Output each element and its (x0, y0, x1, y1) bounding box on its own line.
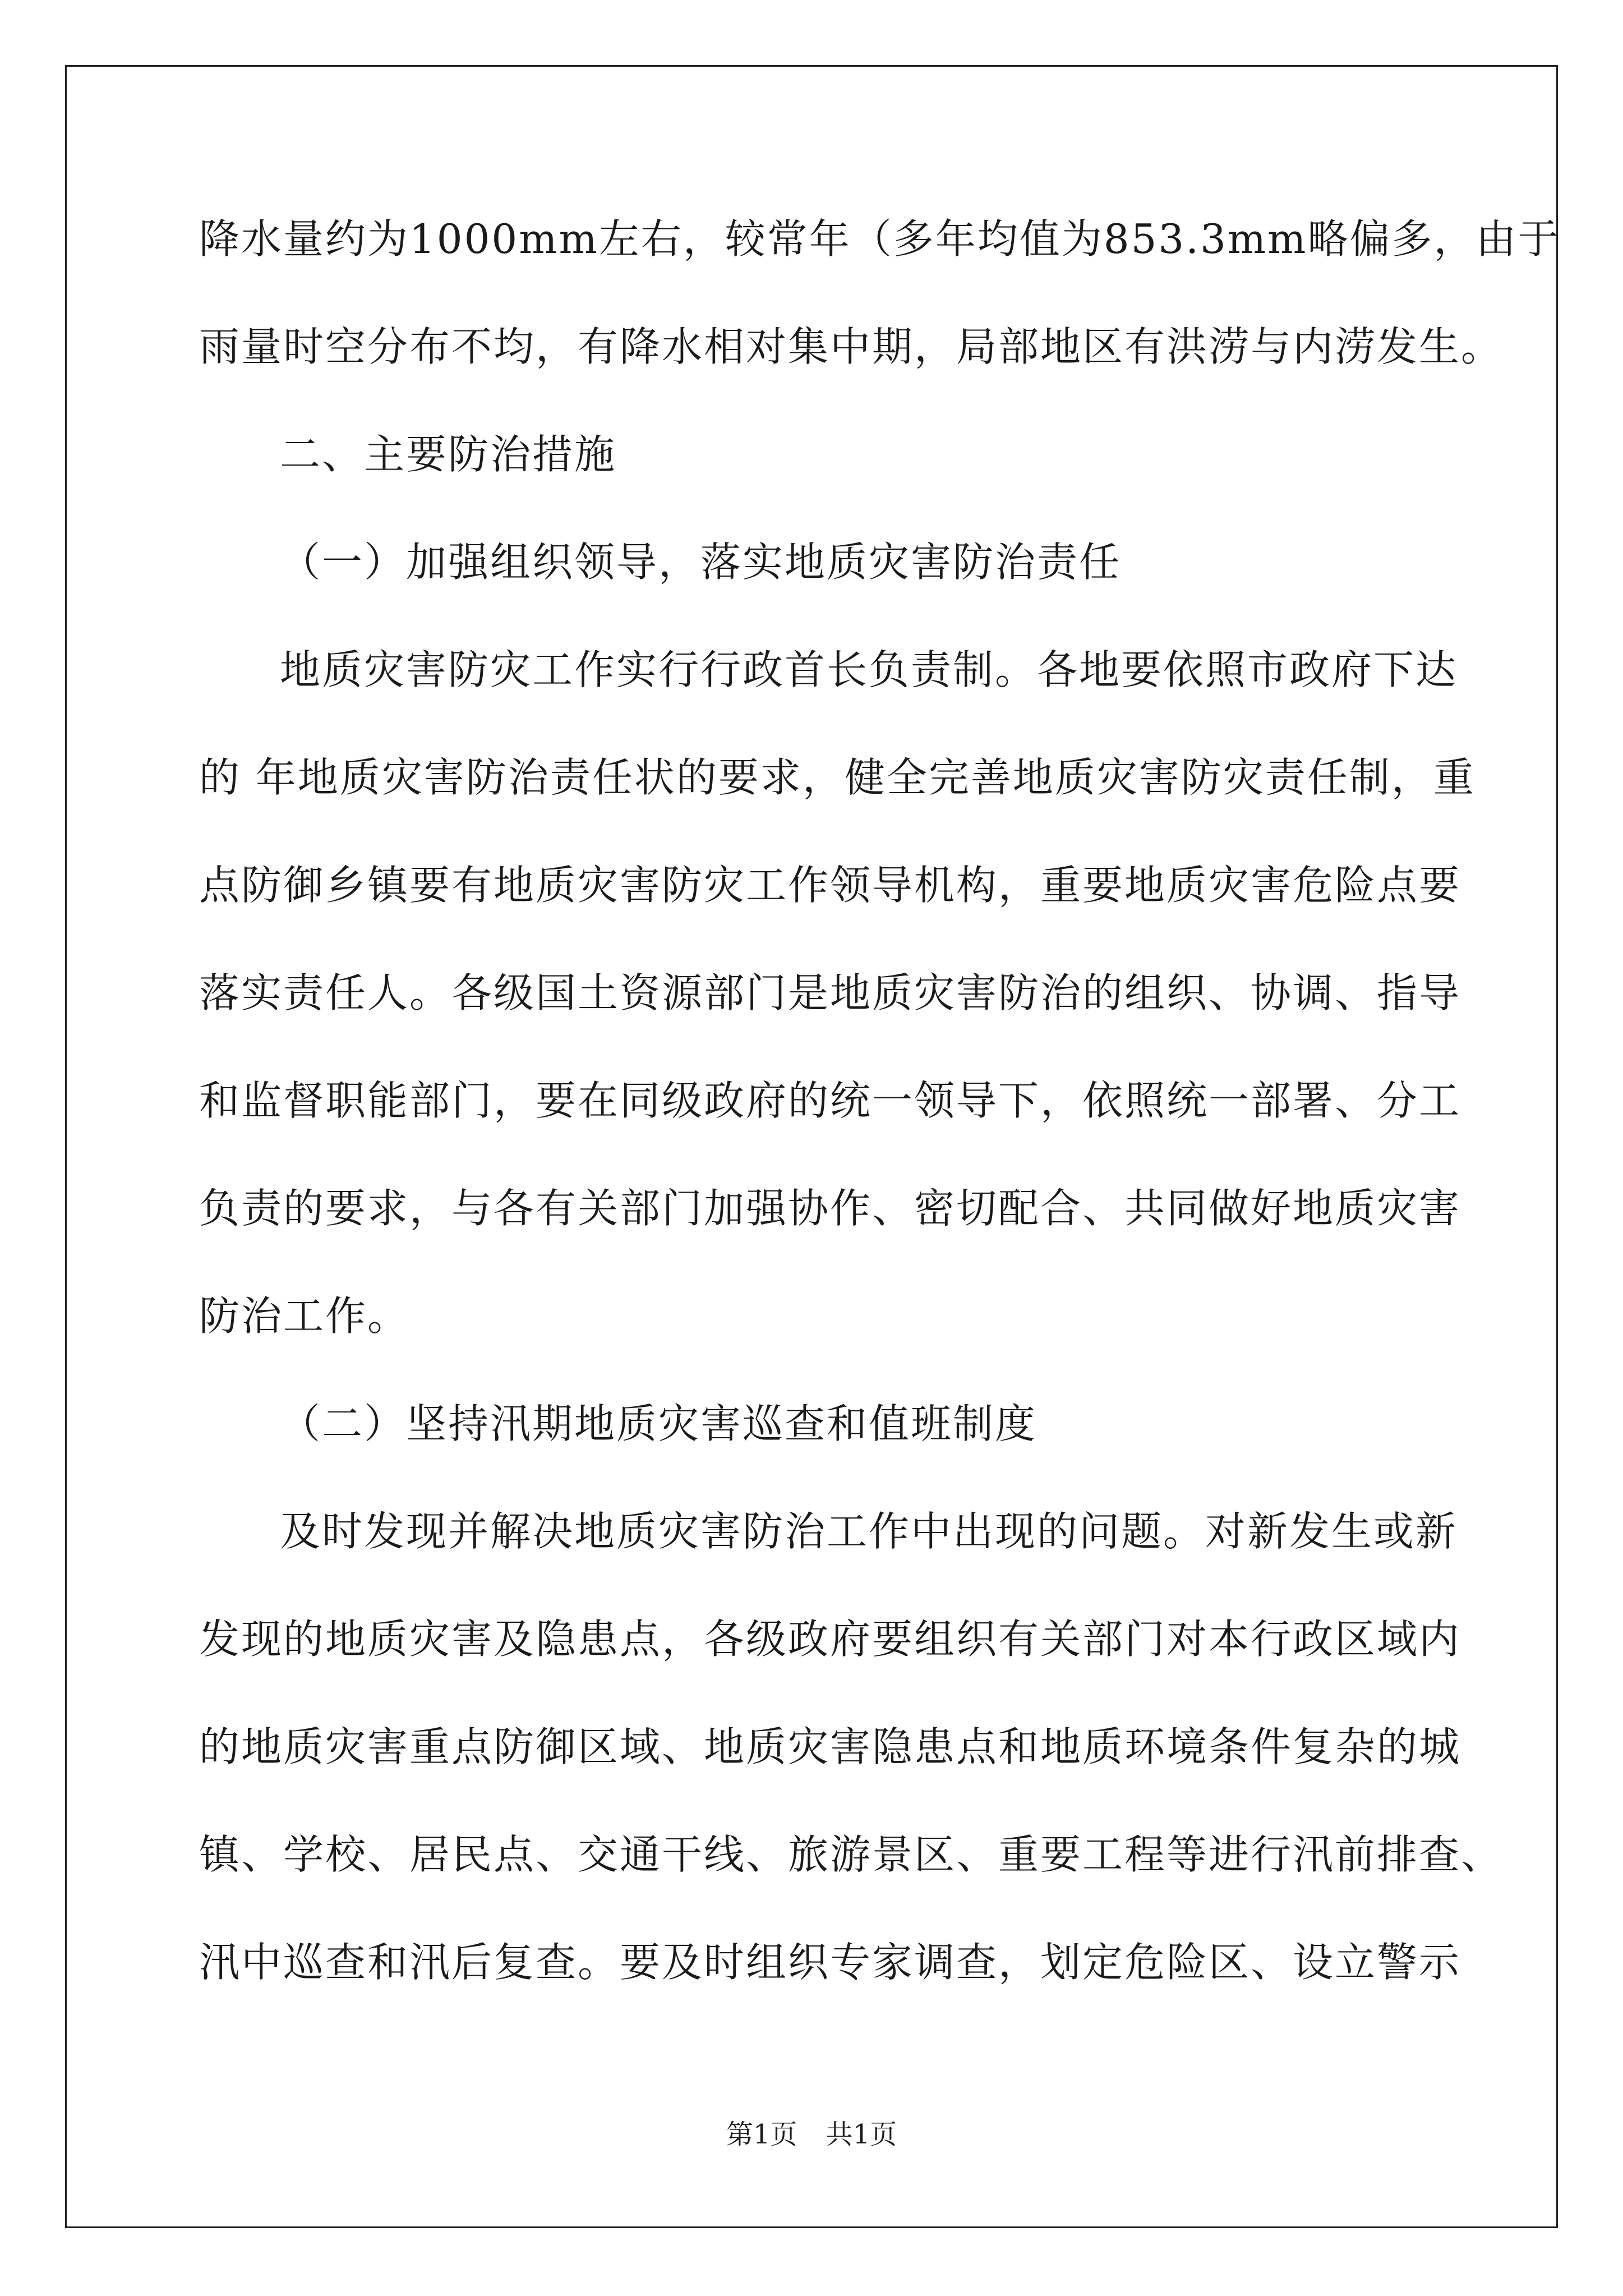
text-line: 的 年地质灾害防治责任状的要求，健全完善地质灾害防灾责任制，重 (199, 754, 1476, 801)
text-line: 镇、学校、居民点、交通干线、旅游景区、重要工程等进行汛前排查、 (199, 1831, 1504, 1878)
section-heading: 二、主要防治措施 (280, 431, 617, 478)
subsection-heading: （二）坚持汛期地质灾害巡查和值班制度 (280, 1400, 1038, 1447)
paragraph-start-line: 及时发现并解决地质灾害防治工作中出现的问题。对新发生或新 (280, 1508, 1458, 1555)
document-body (199, 209, 1560, 2040)
text-line: 发现的地质灾害及隐患点，各级政府要组织有关部门对本行政区域内 (199, 1616, 1461, 1663)
text-line: 雨量时空分布不均，有降水相对集中期，局部地区有洪涝与内涝发生。 (199, 323, 1504, 370)
text-line: 负责的要求，与各有关部门加强协作、密切配合、共同做好地质灾害 (199, 1185, 1461, 1232)
page-number: 第1页 (726, 2119, 797, 2150)
paragraph-start-line: 地质灾害防灾工作实行行政首长负责制。各地要依照市政府下达 (280, 646, 1458, 693)
text-line: 汛中巡查和汛后复查。要及时组织专家调查，划定危险区、设立警示 (199, 1939, 1461, 1986)
page-footer (0, 2118, 1623, 2151)
text-line: 降水量约为1000mm左右，较常年（多年均值为853.3mm略偏多，由于 (199, 215, 1560, 263)
subsection-heading: （一）加强组织领导，落实地质灾害防治责任 (280, 539, 1122, 586)
text-line: 防治工作。 (199, 1292, 410, 1340)
text-line: 的地质灾害重点防御区域、地质灾害隐患点和地质环境条件复杂的城 (199, 1723, 1461, 1770)
text-line: 落实责任人。各级国土资源部门是地质灾害防治的组织、协调、指导 (199, 969, 1461, 1016)
text-line: 点防御乡镇要有地质灾害防灾工作领导机构，重要地质灾害危险点要 (199, 862, 1461, 909)
text-line: 和监督职能部门，要在同级政府的统一领导下，依照统一部署、分工 (199, 1077, 1461, 1124)
page-total: 共1页 (826, 2119, 897, 2150)
